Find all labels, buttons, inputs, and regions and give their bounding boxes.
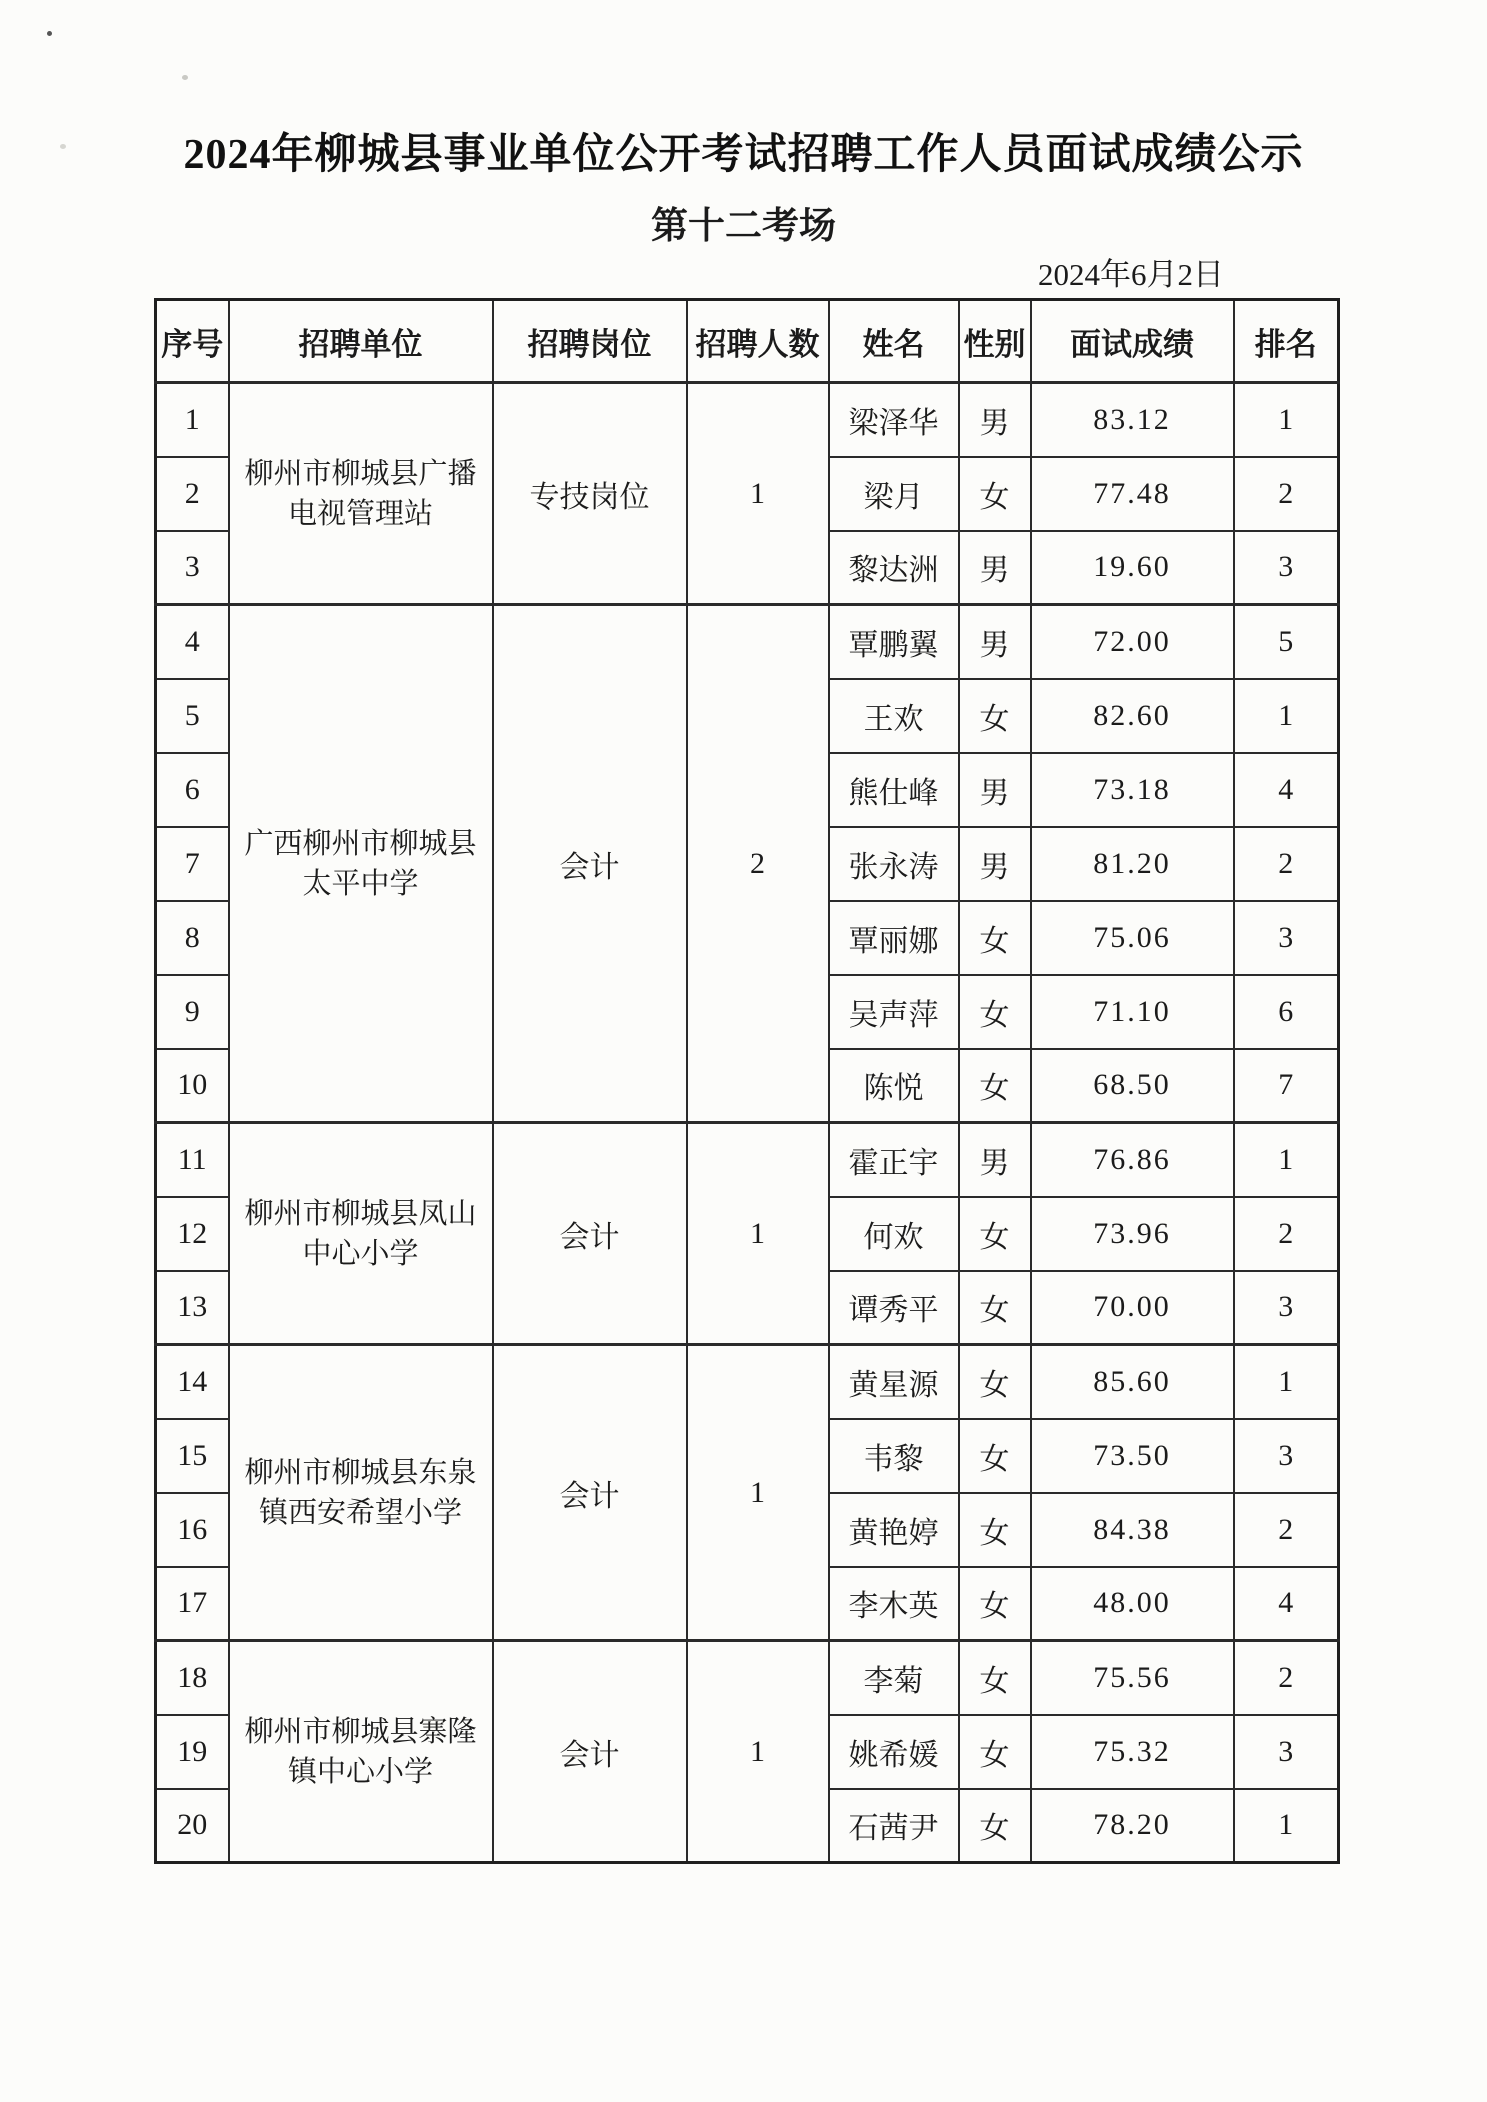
header-headcount: 招聘人数 [687, 300, 829, 383]
rank-cell: 5 [1234, 605, 1339, 679]
gender-cell: 女 [959, 1641, 1031, 1715]
interview-score-cell: 70.00 [1031, 1271, 1234, 1345]
rank-cell: 2 [1234, 1493, 1339, 1567]
rank-cell: 1 [1234, 383, 1339, 457]
page-subtitle: 第十二考场 [651, 206, 836, 247]
gender-cell: 男 [959, 531, 1031, 605]
serial-number-cell: 9 [156, 975, 229, 1049]
serial-number-cell: 11 [156, 1123, 229, 1197]
serial-number-cell: 4 [156, 605, 229, 679]
serial-number-cell: 8 [156, 901, 229, 975]
position-cell: 专技岗位 [493, 383, 687, 605]
interview-score-cell: 68.50 [1031, 1049, 1234, 1123]
interview-score-cell: 77.48 [1031, 457, 1234, 531]
interview-score-cell: 73.18 [1031, 753, 1234, 827]
rank-cell: 1 [1234, 1789, 1339, 1863]
interview-score-cell: 85.60 [1031, 1345, 1234, 1419]
gender-cell: 女 [959, 1789, 1031, 1863]
serial-number-cell: 15 [156, 1419, 229, 1493]
serial-number-cell: 1 [156, 383, 229, 457]
header-serial-number: 序号 [156, 300, 229, 383]
gender-cell: 女 [959, 1271, 1031, 1345]
rank-cell: 3 [1234, 901, 1339, 975]
recruiting-unit-cell: 柳州市柳城县广播电视管理站 [229, 383, 493, 605]
serial-number-cell: 18 [156, 1641, 229, 1715]
name-cell: 吴声萍 [829, 975, 959, 1049]
name-cell: 石茜尹 [829, 1789, 959, 1863]
name-cell: 李木英 [829, 1567, 959, 1641]
gender-cell: 男 [959, 383, 1031, 457]
gender-cell: 男 [959, 827, 1031, 901]
interview-score-cell: 76.86 [1031, 1123, 1234, 1197]
name-cell: 韦黎 [829, 1419, 959, 1493]
recruiting-unit-cell: 柳州市柳城县凤山中心小学 [229, 1123, 493, 1345]
gender-cell: 男 [959, 1123, 1031, 1197]
name-cell: 梁泽华 [829, 383, 959, 457]
results-table [154, 298, 1340, 1864]
position-cell: 会计 [493, 1641, 687, 1863]
gender-cell: 女 [959, 975, 1031, 1049]
interview-score-cell: 78.20 [1031, 1789, 1234, 1863]
headcount-cell: 1 [687, 1641, 829, 1863]
serial-number-cell: 2 [156, 457, 229, 531]
header-name: 姓名 [829, 300, 959, 383]
gender-cell: 男 [959, 753, 1031, 827]
rank-cell: 3 [1234, 531, 1339, 605]
interview-score-cell: 19.60 [1031, 531, 1234, 605]
recruiting-unit-cell: 广西柳州市柳城县太平中学 [229, 605, 493, 1123]
rank-cell: 4 [1234, 1567, 1339, 1641]
rank-cell: 2 [1234, 1197, 1339, 1271]
results-table-body [156, 383, 1339, 1863]
interview-score-cell: 75.32 [1031, 1715, 1234, 1789]
serial-number-cell: 14 [156, 1345, 229, 1419]
serial-number-cell: 12 [156, 1197, 229, 1271]
name-cell: 覃丽娜 [829, 901, 959, 975]
gender-cell: 男 [959, 605, 1031, 679]
name-cell: 黄星源 [829, 1345, 959, 1419]
name-cell: 霍正宇 [829, 1123, 959, 1197]
gender-cell: 女 [959, 1345, 1031, 1419]
serial-number-cell: 19 [156, 1715, 229, 1789]
position-cell: 会计 [493, 1123, 687, 1345]
name-cell: 熊仕峰 [829, 753, 959, 827]
header-gender: 性别 [959, 300, 1031, 383]
interview-score-cell: 83.12 [1031, 383, 1234, 457]
gender-cell: 女 [959, 1419, 1031, 1493]
serial-number-cell: 10 [156, 1049, 229, 1123]
name-cell: 王欢 [829, 679, 959, 753]
table-row [156, 1345, 1339, 1419]
interview-score-cell: 81.20 [1031, 827, 1234, 901]
gender-cell: 女 [959, 1567, 1031, 1641]
table-row [156, 1641, 1339, 1715]
gender-cell: 女 [959, 1715, 1031, 1789]
position-cell: 会计 [493, 1345, 687, 1641]
scan-speck [47, 31, 52, 36]
rank-cell: 2 [1234, 1641, 1339, 1715]
recruiting-unit-cell: 柳州市柳城县寨隆镇中心小学 [229, 1641, 493, 1863]
gender-cell: 女 [959, 1197, 1031, 1271]
headcount-cell: 2 [687, 605, 829, 1123]
rank-cell: 6 [1234, 975, 1339, 1049]
serial-number-cell: 20 [156, 1789, 229, 1863]
header-recruiting-unit: 招聘单位 [229, 300, 493, 383]
rank-cell: 7 [1234, 1049, 1339, 1123]
serial-number-cell: 13 [156, 1271, 229, 1345]
interview-score-cell: 84.38 [1031, 1493, 1234, 1567]
gender-cell: 女 [959, 1493, 1031, 1567]
page-title: 2024年柳城县事业单位公开考试招聘工作人员面试成绩公示 [183, 132, 1304, 178]
serial-number-cell: 16 [156, 1493, 229, 1567]
interview-score-cell: 48.00 [1031, 1567, 1234, 1641]
rank-cell: 1 [1234, 1345, 1339, 1419]
headcount-cell: 1 [687, 383, 829, 605]
name-cell: 黄艳婷 [829, 1493, 959, 1567]
interview-score-cell: 73.96 [1031, 1197, 1234, 1271]
interview-score-cell: 75.56 [1031, 1641, 1234, 1715]
name-cell: 张永涛 [829, 827, 959, 901]
rank-cell: 1 [1234, 679, 1339, 753]
serial-number-cell: 7 [156, 827, 229, 901]
serial-number-cell: 6 [156, 753, 229, 827]
headcount-cell: 1 [687, 1123, 829, 1345]
name-cell: 覃鹏翼 [829, 605, 959, 679]
rank-cell: 2 [1234, 457, 1339, 531]
rank-cell: 2 [1234, 827, 1339, 901]
name-cell: 谭秀平 [829, 1271, 959, 1345]
table-row [156, 383, 1339, 457]
rank-cell: 4 [1234, 753, 1339, 827]
header-interview-score: 面试成绩 [1031, 300, 1234, 383]
name-cell: 李菊 [829, 1641, 959, 1715]
table-header-row [156, 300, 1339, 383]
rank-cell: 3 [1234, 1271, 1339, 1345]
serial-number-cell: 17 [156, 1567, 229, 1641]
interview-score-cell: 73.50 [1031, 1419, 1234, 1493]
rank-cell: 1 [1234, 1123, 1339, 1197]
document-date: 2024年6月2日 [1038, 257, 1224, 292]
interview-score-cell: 82.60 [1031, 679, 1234, 753]
name-cell: 梁月 [829, 457, 959, 531]
gender-cell: 女 [959, 901, 1031, 975]
headcount-cell: 1 [687, 1345, 829, 1641]
serial-number-cell: 5 [156, 679, 229, 753]
name-cell: 何欢 [829, 1197, 959, 1271]
position-cell: 会计 [493, 605, 687, 1123]
name-cell: 陈悦 [829, 1049, 959, 1123]
serial-number-cell: 3 [156, 531, 229, 605]
gender-cell: 女 [959, 679, 1031, 753]
rank-cell: 3 [1234, 1715, 1339, 1789]
gender-cell: 女 [959, 457, 1031, 531]
table-row [156, 605, 1339, 679]
name-cell: 姚希媛 [829, 1715, 959, 1789]
interview-score-cell: 71.10 [1031, 975, 1234, 1049]
recruiting-unit-cell: 柳州市柳城县东泉镇西安希望小学 [229, 1345, 493, 1641]
header-rank: 排名 [1234, 300, 1339, 383]
rank-cell: 3 [1234, 1419, 1339, 1493]
header-position: 招聘岗位 [493, 300, 687, 383]
scan-speck [182, 75, 188, 80]
name-cell: 黎达洲 [829, 531, 959, 605]
table-row [156, 1123, 1339, 1197]
gender-cell: 女 [959, 1049, 1031, 1123]
interview-score-cell: 72.00 [1031, 605, 1234, 679]
interview-score-cell: 75.06 [1031, 901, 1234, 975]
